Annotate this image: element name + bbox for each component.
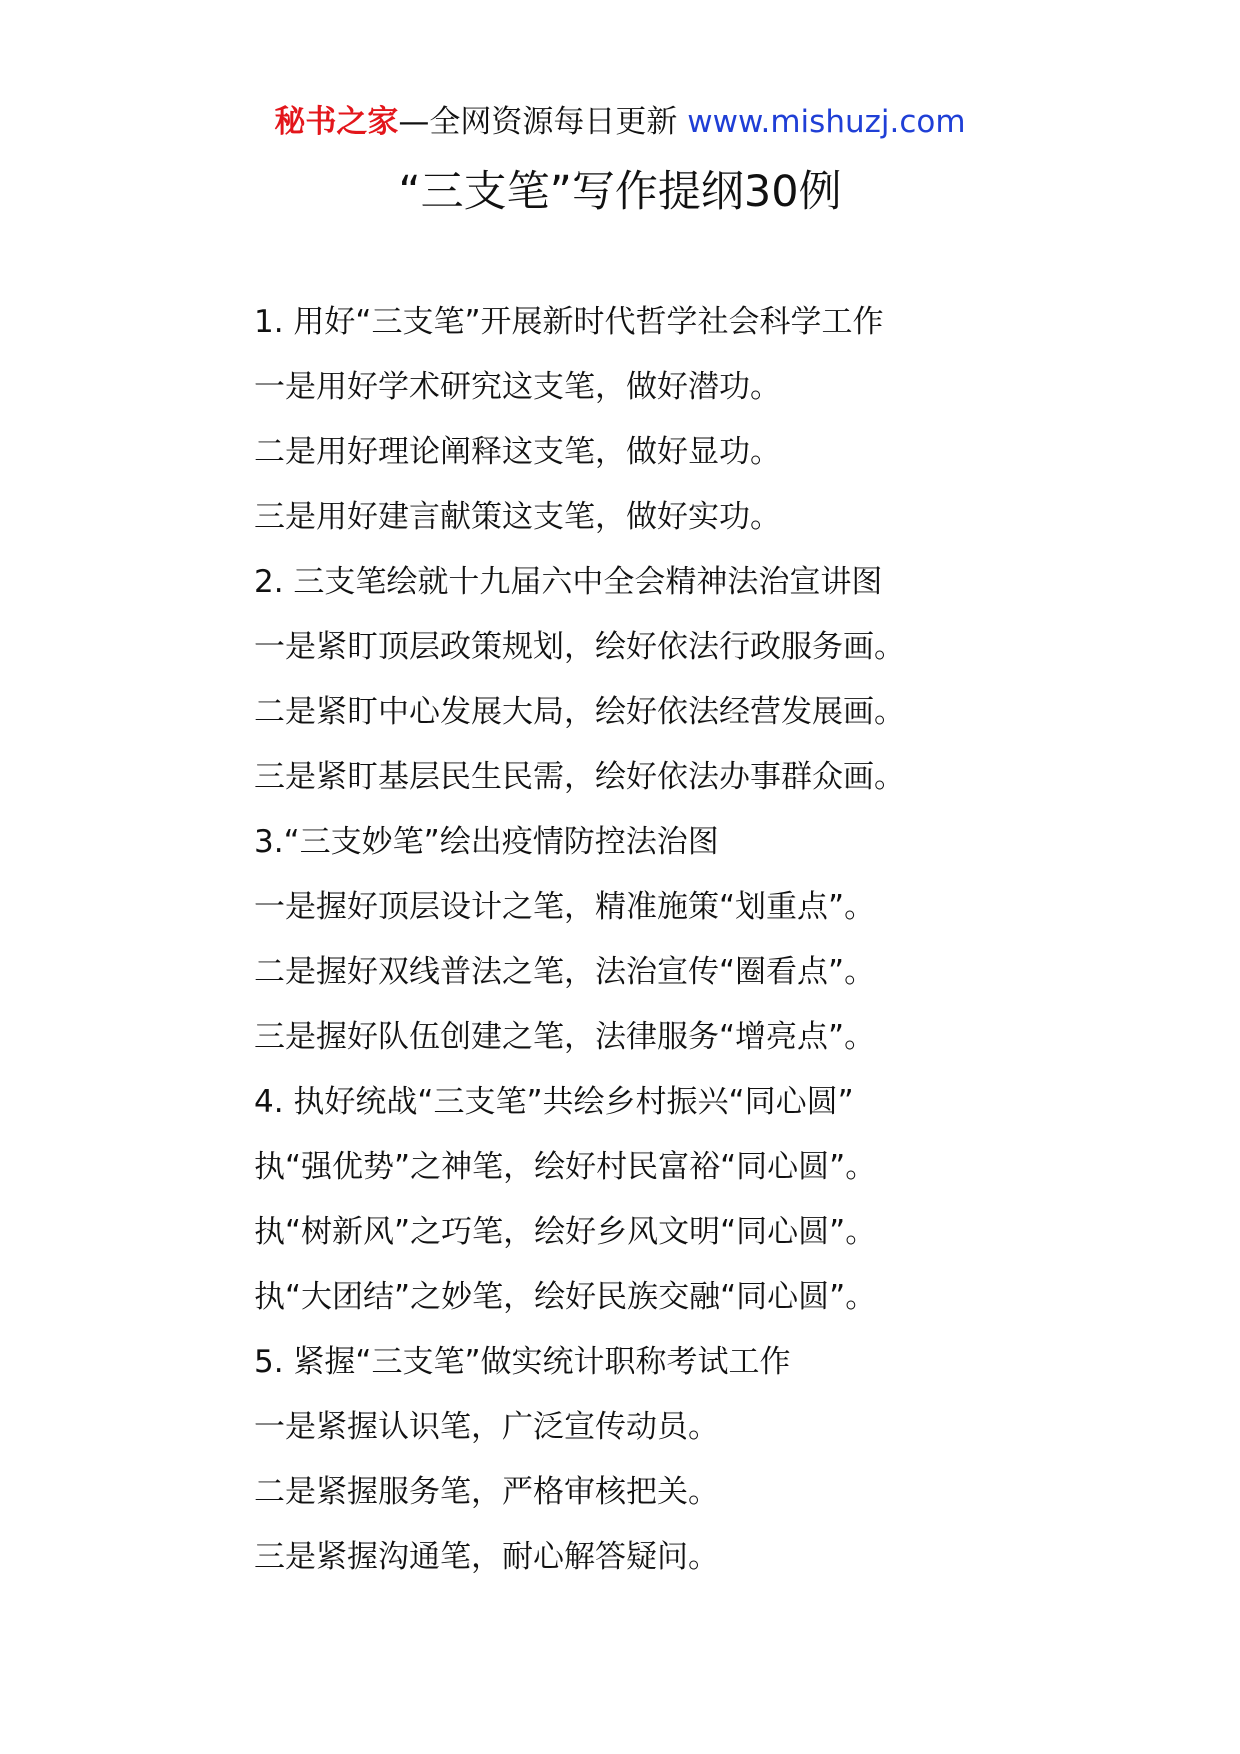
body-line: 一是握好顶层设计之笔，精准施策“划重点”。 [254,889,876,925]
body-line: 三是紧盯基层民生民需，绘好依法办事群众画。 [254,759,905,795]
site-url-link[interactable]: www.mishuzj.com [687,104,966,140]
section-heading: 3.“三支妙笔”绘出疫情防控法治图 [254,824,719,860]
document-body [254,290,1014,1590]
body-line: 二是紧握服务笔，严格审核把关。 [254,1474,719,1510]
body-line: 二是握好双线普法之笔，法治宣传“圈看点”。 [254,954,876,990]
site-header [0,100,1240,144]
document-title: “三支笔”写作提纲30例 [398,167,842,217]
body-line: 执“大团结”之妙笔，绘好民族交融“同心圆”。 [254,1279,877,1315]
body-line: 三是握好队伍创建之笔，法律服务“增亮点”。 [254,1019,876,1055]
body-line: 三是用好建言献策这支笔，做好实功。 [254,499,781,535]
section-heading: 4. 执好统战“三支笔”共绘乡村振兴“同心圆” [254,1084,854,1120]
body-line: 二是紧盯中心发展大局，绘好依法经营发展画。 [254,694,905,730]
body-line: 一是紧盯顶层政策规划，绘好依法行政服务画。 [254,629,905,665]
body-line: 一是紧握认识笔，广泛宣传动员。 [254,1409,719,1445]
body-line: 执“强优势”之神笔，绘好村民富裕“同心圆”。 [254,1149,877,1185]
body-line: 执“树新风”之巧笔，绘好乡风文明“同心圆”。 [254,1214,877,1250]
section-heading: 1. 用好“三支笔”开展新时代哲学社会科学工作 [254,304,884,340]
body-line: 一是用好学术研究这支笔，做好潜功。 [254,369,781,405]
section-heading: 2. 三支笔绘就十九届六中全会精神法治宣讲图 [254,564,883,600]
section-heading: 5. 紧握“三支笔”做实统计职称考试工作 [254,1344,791,1380]
header-tagline: —全网资源每日更新 [398,104,688,140]
body-line: 二是用好理论阐释这支笔，做好显功。 [254,434,781,470]
brand-name: 秘书之家 [274,104,399,140]
body-line: 三是紧握沟通笔，耐心解答疑问。 [254,1539,719,1575]
